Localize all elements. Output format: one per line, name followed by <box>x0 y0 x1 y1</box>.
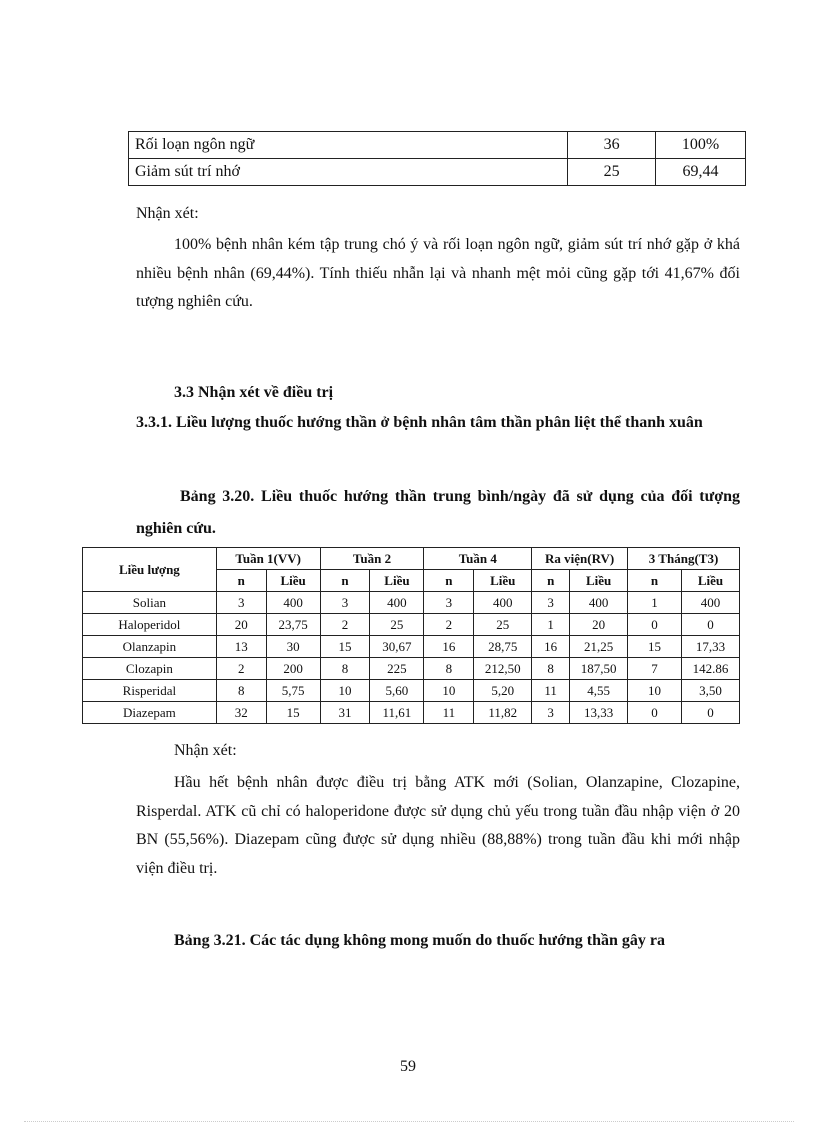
cell-dose: 400 <box>474 592 532 614</box>
subheader-n: n <box>320 570 370 592</box>
cell-n: 32 <box>216 702 266 724</box>
cell-dose: 25 <box>370 614 424 636</box>
subheader-n: n <box>424 570 474 592</box>
cell-n: 15 <box>320 636 370 658</box>
table-row <box>129 132 746 159</box>
comment1-text: 100% bệnh nhân kém tập trung chó ý và rối loạn ngôn ngữ, giảm sút trí nhớ gặp ở khá nhiều bệnh nhân (69,44%). Tính thiếu nhẫn lại và nhanh mệt mỏi cũng gặp tới 41,67% đối tượng nghiên cứu. <box>136 236 740 310</box>
table-row <box>129 159 746 186</box>
period-header: Tuần 4 <box>424 548 532 570</box>
cell-dose: 200 <box>266 658 320 680</box>
subheader-n: n <box>532 570 570 592</box>
cell-dose: 0 <box>681 702 739 724</box>
subheader-n: n <box>216 570 266 592</box>
cell-n: 0 <box>628 702 682 724</box>
comment1-label: Nhận xét: <box>136 205 199 222</box>
subheader-dose: Liều <box>681 570 739 592</box>
table-row <box>83 658 740 680</box>
section-title: 3.3 Nhận xét về điều trị <box>174 384 334 401</box>
row-percent: 100% <box>656 132 746 159</box>
cell-dose: 21,25 <box>570 636 628 658</box>
table320-caption: Bảng 3.20. Liều thuốc hướng thần trung bình/ngày đã sử dụng của đối tượng nghiên cứu. <box>136 488 740 537</box>
drug-name: Haloperidol <box>83 614 217 636</box>
footer-divider <box>24 1121 794 1122</box>
drug-name: Solian <box>83 592 217 614</box>
cell-n: 31 <box>320 702 370 724</box>
cell-dose: 20 <box>570 614 628 636</box>
period-header: Tuần 1(VV) <box>216 548 320 570</box>
dose-table <box>82 547 740 724</box>
subheader-dose: Liều <box>266 570 320 592</box>
cell-n: 3 <box>320 592 370 614</box>
cell-n: 1 <box>532 614 570 636</box>
cell-dose: 28,75 <box>474 636 532 658</box>
table-row <box>83 680 740 702</box>
subheader-n: n <box>628 570 682 592</box>
comment2-text: Hầu hết bệnh nhân được điều trị bằng ATK mới (Solian, Olanzapine, Clozapine, Risperdal. ATK cũ chỉ có haloperidone được sử dụng chủ yếu trong tuần đầu nhập viện ở 20 BN (55,56%). Diazepam cũng được sử dụng nhiều (88,88%) trong tuần đầu khi mới nhập viện điều trị. <box>136 774 740 877</box>
cell-dose: 187,50 <box>570 658 628 680</box>
cell-n: 2 <box>424 614 474 636</box>
cell-dose: 400 <box>266 592 320 614</box>
dose-table-corner: Liều lượng <box>83 548 217 592</box>
cell-n: 11 <box>424 702 474 724</box>
cell-dose: 212,50 <box>474 658 532 680</box>
cell-n: 2 <box>320 614 370 636</box>
cell-dose: 5,20 <box>474 680 532 702</box>
cell-n: 8 <box>424 658 474 680</box>
cell-n: 13 <box>216 636 266 658</box>
cell-n: 8 <box>216 680 266 702</box>
section-subtitle: 3.3.1. Liều lượng thuốc hướng thần ở bệnh nhân tâm thần phân liệt thể thanh xuân <box>136 414 703 431</box>
cell-dose: 30 <box>266 636 320 658</box>
page-number: 59 <box>400 1058 416 1075</box>
drug-name: Clozapin <box>83 658 217 680</box>
cell-n: 16 <box>424 636 474 658</box>
cell-n: 20 <box>216 614 266 636</box>
cell-n: 15 <box>628 636 682 658</box>
drug-name: Risperidal <box>83 680 217 702</box>
row-count: 36 <box>568 132 656 159</box>
cell-n: 11 <box>532 680 570 702</box>
period-header: 3 Tháng(T3) <box>628 548 740 570</box>
table-row <box>83 614 740 636</box>
cell-n: 8 <box>320 658 370 680</box>
cell-n: 8 <box>532 658 570 680</box>
cell-dose: 0 <box>681 614 739 636</box>
drug-name: Olanzapin <box>83 636 217 658</box>
cell-dose: 23,75 <box>266 614 320 636</box>
row-label: Rối loạn ngôn ngữ <box>129 132 568 159</box>
row-label: Giảm sút trí nhớ <box>129 159 568 186</box>
cell-dose: 400 <box>570 592 628 614</box>
cell-dose: 15 <box>266 702 320 724</box>
table321-caption: Bảng 3.21. Các tác dụng không mong muốn do thuốc hướng thần gây ra <box>174 932 666 949</box>
cell-dose: 17,33 <box>681 636 739 658</box>
comment2-label: Nhận xét: <box>174 742 237 759</box>
cell-dose: 5,60 <box>370 680 424 702</box>
cell-n: 3 <box>532 592 570 614</box>
cell-dose: 400 <box>681 592 739 614</box>
cell-dose: 4,55 <box>570 680 628 702</box>
cell-dose: 11,82 <box>474 702 532 724</box>
cell-n: 3 <box>424 592 474 614</box>
cell-n: 10 <box>424 680 474 702</box>
cell-dose: 3,50 <box>681 680 739 702</box>
cell-dose: 30,67 <box>370 636 424 658</box>
drug-name: Diazepam <box>83 702 217 724</box>
table-row <box>83 636 740 658</box>
symptom-table <box>128 131 746 186</box>
cell-n: 3 <box>532 702 570 724</box>
cell-n: 1 <box>628 592 682 614</box>
subheader-dose: Liều <box>370 570 424 592</box>
cell-n: 7 <box>628 658 682 680</box>
cell-n: 2 <box>216 658 266 680</box>
row-percent: 69,44 <box>656 159 746 186</box>
row-count: 25 <box>568 159 656 186</box>
cell-dose: 13,33 <box>570 702 628 724</box>
cell-n: 10 <box>320 680 370 702</box>
cell-dose: 11,61 <box>370 702 424 724</box>
table-row <box>83 592 740 614</box>
period-header: Tuần 2 <box>320 548 424 570</box>
cell-dose: 225 <box>370 658 424 680</box>
subheader-dose: Liều <box>474 570 532 592</box>
period-header: Ra viện(RV) <box>532 548 628 570</box>
cell-n: 10 <box>628 680 682 702</box>
cell-dose: 25 <box>474 614 532 636</box>
cell-dose: 142.86 <box>681 658 739 680</box>
cell-n: 3 <box>216 592 266 614</box>
cell-n: 0 <box>628 614 682 636</box>
cell-dose: 5,75 <box>266 680 320 702</box>
table-row <box>83 702 740 724</box>
subheader-dose: Liều <box>570 570 628 592</box>
cell-dose: 400 <box>370 592 424 614</box>
cell-n: 16 <box>532 636 570 658</box>
